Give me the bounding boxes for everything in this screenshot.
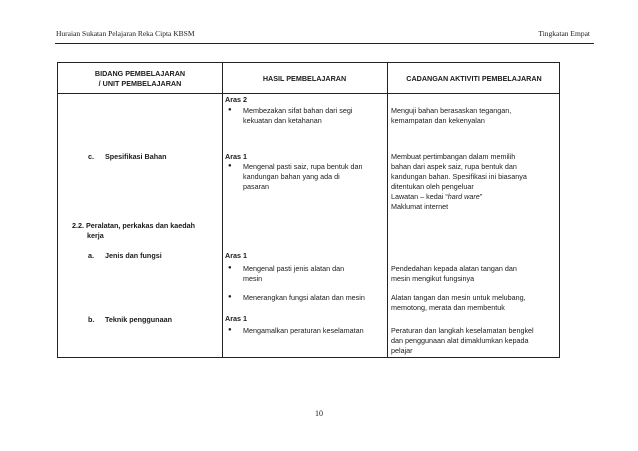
col1-header-line: BIDANG PEMBELAJARAN bbox=[94, 69, 186, 78]
item-label-c: c. bbox=[88, 152, 94, 161]
level-heading: Aras 1 bbox=[225, 152, 247, 161]
col2-header: HASIL PEMBELAJARAN bbox=[262, 74, 347, 83]
outcome-line: Mengamalkan peraturan keselamatan bbox=[243, 326, 364, 335]
activity-line: kandungan bahan. Spesifikasi ini biasanya bbox=[391, 172, 527, 181]
col1-header-line: / UNIT PEMBELAJARAN bbox=[98, 78, 182, 88]
level-heading: Aras 1 bbox=[225, 251, 247, 260]
header-row-divider bbox=[58, 93, 559, 94]
activity-line: bahan dari aspek saiz, rupa bentuk dan bbox=[391, 162, 517, 171]
activity-line: ditentukan oleh pengeluar bbox=[391, 182, 474, 191]
activity-line: pelajar bbox=[391, 346, 413, 355]
activity-text: ” bbox=[479, 192, 483, 201]
activity-text: Lawatan – kedai “ bbox=[391, 192, 448, 201]
unit-2-2-line1: 2.2. Peralatan, perkakas dan kaedah bbox=[72, 221, 196, 230]
outcome-line: Mengenal pasti jenis alatan dan bbox=[243, 264, 345, 273]
unit-2-2-line2: kerja bbox=[87, 231, 104, 240]
level-heading: Aras 2 bbox=[225, 95, 247, 104]
outcome-line: Mengenal pasti saiz, rupa bentuk dan bbox=[243, 162, 363, 171]
activity-line: mesin mengikut fungsinya bbox=[391, 274, 475, 283]
activity-line bbox=[391, 192, 482, 202]
bullet-icon: ● bbox=[228, 294, 232, 300]
unit-jenis-dan-fungsi: Jenis dan fungsi bbox=[105, 251, 162, 260]
unit-spesifikasi-bahan: Spesifikasi Bahan bbox=[105, 152, 167, 161]
bullet-icon: ● bbox=[228, 265, 232, 271]
activity-line: Membuat pertimbangan dalam memilih bbox=[391, 152, 516, 161]
header-rule bbox=[55, 43, 594, 44]
bullet-icon: ● bbox=[228, 163, 232, 169]
item-label-a: a. bbox=[88, 251, 94, 260]
outcome-line: pasaran bbox=[243, 182, 269, 191]
activity-line: dan penggunaan alat dimaklumkan kepada bbox=[391, 336, 529, 345]
activity-line: Menguji bahan berasaskan tegangan, bbox=[391, 106, 512, 115]
outcome-line: kandungan bahan yang ada di bbox=[243, 172, 340, 181]
activity-emphasis: hard ware bbox=[447, 192, 480, 201]
col1-header bbox=[58, 69, 222, 88]
bullet-icon: ● bbox=[228, 107, 232, 113]
outcome-line: kekuatan dan ketahanan bbox=[243, 116, 322, 125]
syllabus-table bbox=[57, 62, 560, 358]
page-number: 10 bbox=[315, 409, 323, 418]
outcome-line: Menerangkan fungsi alatan dan mesin bbox=[243, 293, 365, 302]
activity-line: Pendedahan kepada alatan tangan dan bbox=[391, 264, 517, 273]
running-header-title: Huraian Sukatan Pelajaran Reka Cipta KBSM bbox=[56, 29, 195, 38]
outcome-line: mesin bbox=[243, 274, 263, 283]
column-divider bbox=[222, 63, 223, 357]
activity-line: Alatan tangan dan mesin untuk melubang, bbox=[391, 293, 526, 302]
column-divider bbox=[387, 63, 388, 357]
activity-line: kemampatan dan kekenyalan bbox=[391, 116, 485, 125]
outcome-line: Membezakan sifat bahan dari segi bbox=[243, 106, 353, 115]
level-heading: Aras 1 bbox=[225, 314, 247, 323]
running-header-form: Tingkatan Empat bbox=[538, 29, 590, 38]
unit-teknik-penggunaan: Teknik penggunaan bbox=[105, 315, 172, 324]
activity-line: memotong, merata dan membentuk bbox=[391, 303, 505, 312]
activity-line: Peraturan dan langkah keselamatan bengkel bbox=[391, 326, 534, 335]
bullet-icon: ● bbox=[228, 327, 232, 333]
col3-header: CADANGAN AKTIVITI PEMBELAJARAN bbox=[406, 74, 542, 83]
item-label-b: b. bbox=[88, 315, 95, 324]
activity-line: Maklumat internet bbox=[391, 202, 449, 211]
